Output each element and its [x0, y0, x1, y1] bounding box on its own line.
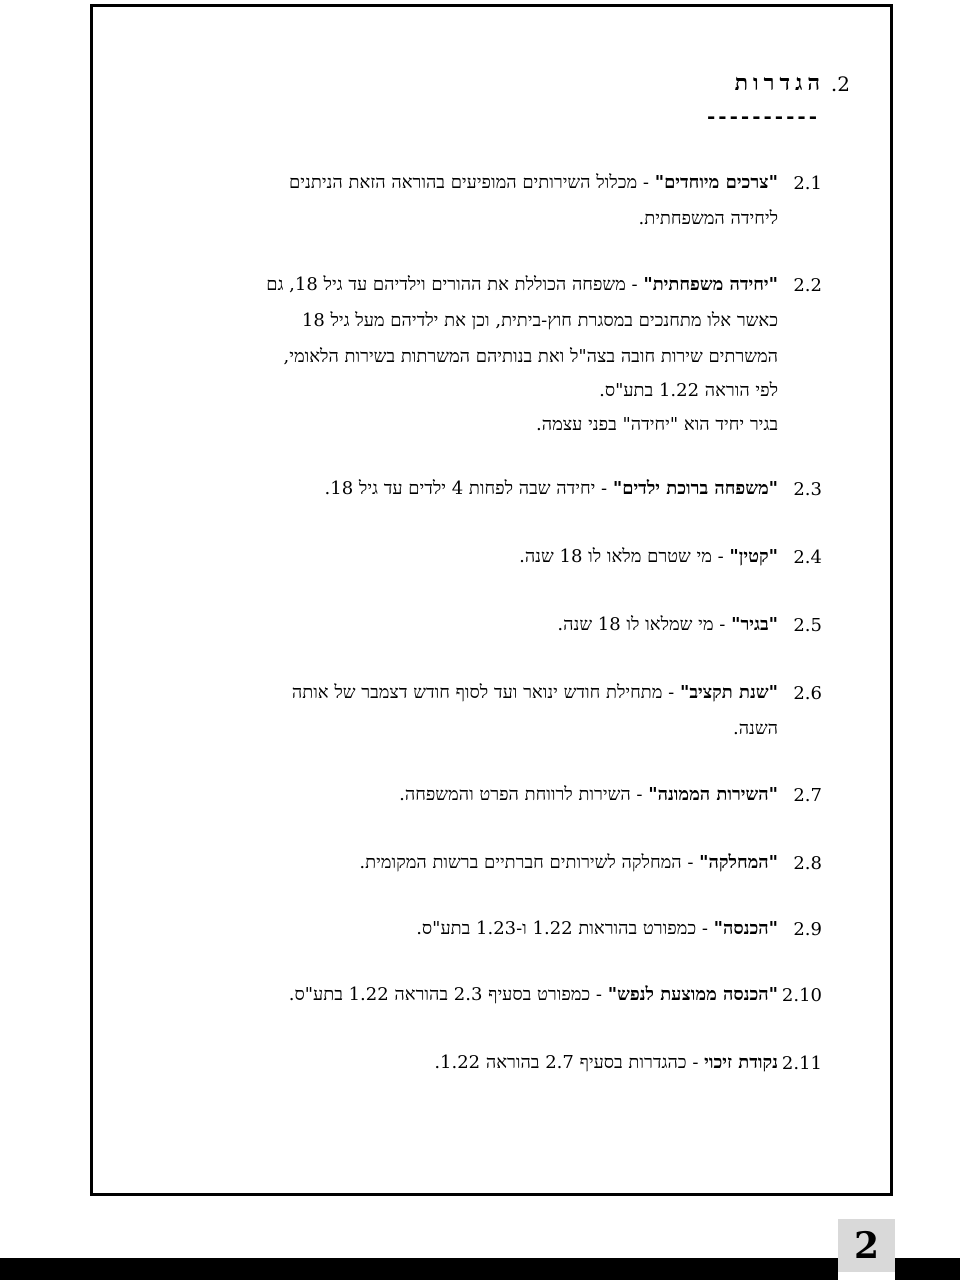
section-number: 2.: [830, 72, 850, 96]
definition-first-line: [289, 984, 778, 1005]
item-number: 2.10: [781, 985, 822, 1006]
footer-bar: [0, 1258, 838, 1280]
section-title: הגדרות: [734, 70, 825, 96]
footer-bar-right: [895, 1258, 960, 1280]
item-number: 2.4: [793, 547, 822, 568]
item-number: 2.11: [781, 1053, 822, 1074]
page-number: 2: [838, 1219, 895, 1272]
definition-first-line: [289, 172, 778, 193]
definition-text: - מי שטרם מלאו לו 18 שנה.: [519, 546, 730, 567]
defined-term: "הכנסה": [713, 918, 778, 939]
defined-term: "צרכים מיוחדים": [654, 172, 778, 193]
definition-first-line: [399, 784, 778, 805]
definition-text: - כמפורט בסעיף 2.3 בהוראה 1.22 בתע"ס.: [288, 984, 608, 1005]
definition-first-line: [557, 614, 778, 635]
item-number: 2.6: [793, 683, 822, 704]
definition-text: לפי הוראה 1.22 בתע"ס.: [599, 380, 778, 401]
definition-text: בגיר יחיד הוא "יחידה" בפני עצמה.: [536, 414, 778, 435]
definition-text: השנה.: [732, 718, 778, 739]
definition-text: - משפחה הכוללת את ההורים וילדיהם עד גיל 18, גם: [266, 274, 644, 295]
definition-text: - השירות לרווחת הפרט והמשפחה.: [399, 784, 649, 805]
item-number: 2.8: [793, 853, 822, 874]
defined-term: "שנת תקציב": [679, 682, 778, 703]
item-number: 2.9: [793, 919, 822, 940]
definition-text: ליחידה המשפחתית.: [638, 208, 778, 229]
definition-first-line: [519, 546, 778, 567]
definition-text: - מתחילת חודש ינואר ועד לסוף חודש דצמבר של אותה: [291, 682, 680, 703]
definition-text: המשרתים שירות חובה בצה"ל ואת בנותיהם המשרתות בשירות הלאומי,: [283, 346, 778, 367]
defined-term: "קטין": [729, 546, 778, 567]
defined-term: "יחידה משפחתית": [643, 274, 778, 295]
definition-text: - כהגדרות בסעיף 2.7 בהוראה 1.22.: [434, 1052, 705, 1073]
definition-first-line: [292, 682, 778, 703]
definition-text: - מי שמלאו לו 18 שנה.: [557, 614, 732, 635]
defined-term: "הכנסה ממוצעת לנפש": [607, 984, 778, 1005]
definition-text: - כמפורט בהוראות 1.22 ו-1.23 בתע"ס.: [416, 918, 714, 939]
defined-term: "המחלקה": [699, 852, 778, 873]
defined-term: "בגיר": [731, 614, 778, 635]
definition-first-line: [325, 478, 778, 499]
definition-first-line: [434, 1052, 778, 1073]
defined-term: "משפחה ברוכת ילדים": [612, 478, 778, 499]
item-number: 2.1: [793, 173, 822, 194]
definition-text: - המחלקה לשירותים חברתיים ברשות המקומית.: [359, 852, 700, 873]
definition-line: [599, 380, 778, 401]
definition-first-line: [416, 918, 778, 939]
definition-first-line: [359, 852, 778, 873]
item-number: 2.3: [793, 479, 822, 500]
definition-line: [639, 208, 779, 229]
definition-text: כאשר אלו מתחנכים במסגרת חוץ-ביתית, וכן את ילדיהם מעל גיל 18: [301, 310, 778, 331]
item-number: 2.5: [793, 615, 822, 636]
item-number: 2.7: [793, 785, 822, 806]
definition-text: - מכלול השירותים המופיעים בהוראה הזאת הניתנים: [289, 172, 655, 193]
definition-line: [284, 346, 778, 367]
defined-term: "השירות הממונה": [648, 784, 778, 805]
definition-text: - יחידה שבה לפחות 4 ילדים עד גיל 18.: [324, 478, 613, 499]
defined-term: נקודת זיכוי: [704, 1052, 778, 1073]
definition-first-line: [266, 274, 778, 295]
item-number: 2.2: [793, 275, 822, 296]
definition-line: [733, 718, 778, 739]
definition-line: [302, 310, 778, 331]
section-underline: ----------: [706, 104, 820, 128]
definition-line: [536, 414, 778, 435]
